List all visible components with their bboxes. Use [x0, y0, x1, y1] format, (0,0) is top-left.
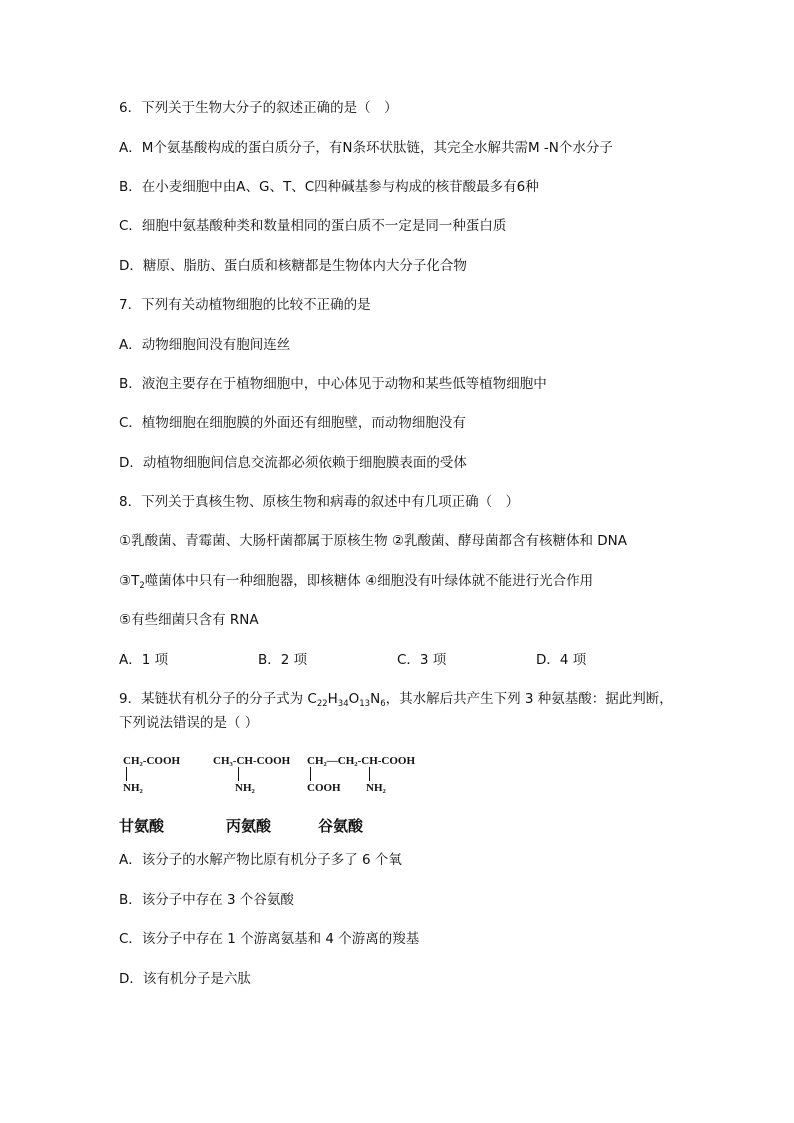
q8-option-c: C．3 项: [397, 652, 447, 668]
q9-option-d: D．该有机分子是六肽: [119, 971, 251, 987]
q9-stem-line-2: 下列说法错误的是（ ）: [119, 715, 259, 731]
q9-stem-prefix: 9．某链状有机分子的分子式为 C: [119, 691, 317, 707]
q9-formula-n-count: 6: [380, 699, 386, 709]
q6-stem: 6．下列关于生物大分子的叙述正确的是（ ）: [119, 100, 398, 116]
glutamate-label: 谷氨酸: [318, 817, 364, 835]
q8-stem: 8．下列关于真核生物、原核生物和病毒的叙述中有几项正确（ ）: [119, 494, 520, 510]
glycine-formula-top: CH₂-COOH: [123, 755, 181, 767]
q8-option-d: D．4 项: [536, 652, 587, 668]
q8-line2-text: 噬菌体中只有一种细胞器，即核糖体 ④细胞没有叶绿体就不能进行光合作用: [144, 573, 594, 589]
q9-formula-h-count: 34: [337, 699, 349, 709]
alanine-bond: [238, 767, 239, 781]
q9-option-b: B．该分子中存在 3 个谷氨酸: [119, 892, 294, 908]
q7-option-a: A．动物细胞间没有胞间连丝: [119, 337, 291, 353]
glutamate-bond-left: [310, 767, 311, 781]
q6-option-d: D．糖原、脂肪、蛋白质和核糖都是生物体内大分子化合物: [119, 258, 467, 274]
q7-option-b: B．液泡主要存在于植物细胞中，中心体见于动物和某些低等植物细胞中: [119, 376, 547, 392]
q8-option-b: B．2 项: [258, 652, 308, 668]
q9-formula-o: O: [348, 691, 360, 707]
q7-option-d: D．动植物细胞间信息交流都必须依赖于细胞膜表面的受体: [119, 455, 467, 471]
alanine-formula-amino: NH₂: [235, 782, 255, 794]
q7-option-c: C．植物细胞在细胞膜的外面还有细胞壁，而动物细胞没有: [119, 415, 466, 431]
alanine-formula-top: CH₃-CH-COOH: [213, 755, 291, 767]
q6-option-b: B．在小麦细胞中由A、G、T、C四种碱基参与构成的核苷酸最多有6种: [119, 179, 539, 195]
q8-line2-prefix: ③T: [119, 573, 140, 589]
glutamate-formula-carboxyl: COOH: [307, 782, 341, 794]
q9-stem-suffix: ，其水解后共产生下列 3 种氨基酸：据此判断，: [385, 691, 673, 707]
q8-line2-subscript: 2: [139, 581, 145, 591]
q6-option-c: C．细胞中氨基酸种类和数量相同的蛋白质不一定是同一种蛋白质: [119, 218, 507, 234]
glycine-formula-amino: NH₂: [123, 782, 143, 794]
q7-stem: 7．下列有关动植物细胞的比较不正确的是: [119, 297, 371, 313]
glycine-label: 甘氨酸: [119, 817, 165, 835]
q8-statement-line-2: [119, 571, 593, 596]
q9-formula-n: N: [370, 691, 381, 707]
q6-option-a: A．M个氨基酸构成的蛋白质分子，有N条环状肽链，其完全水解共需M -N个水分子: [119, 140, 613, 156]
q9-formula-h: H: [327, 691, 338, 707]
glutamate-bond-right: [369, 767, 370, 781]
glutamate-formula-amino: NH₂: [366, 782, 386, 794]
q9-stem: [119, 689, 673, 714]
q8-statement-line-3: ⑤有些细菌只含有 RNA: [119, 612, 259, 628]
q8-option-a: A．1 项: [119, 652, 169, 668]
glycine-bond: [126, 767, 127, 781]
alanine-label: 丙氨酸: [226, 817, 272, 835]
q9-formula-c-count: 22: [316, 699, 328, 709]
glutamate-formula-top: CH₂—CH₂-CH-COOH: [307, 755, 416, 767]
q9-option-c: C．该分子中存在 1 个游离氨基和 4 个游离的羧基: [119, 931, 420, 947]
q9-formula-o-count: 13: [359, 699, 371, 709]
q8-statement-line-1: ①乳酸菌、青霉菌、大肠杆菌都属于原核生物 ②乳酸菌、酵母菌都含有核糖体和 DNA: [119, 533, 628, 549]
q9-option-a: A．该分子的水解产物比原有机分子多了 6 个氧: [119, 852, 402, 868]
